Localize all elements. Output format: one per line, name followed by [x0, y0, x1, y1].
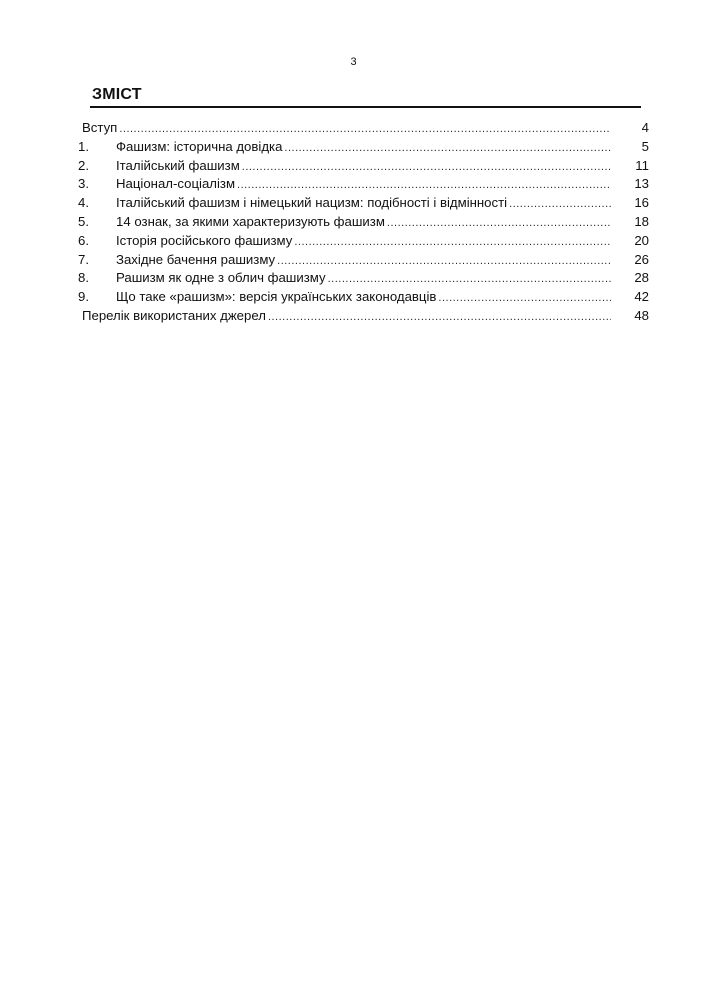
toc-entry-1[interactable] [76, 139, 651, 158]
toc-entry-number: 1. [78, 138, 89, 154]
toc-entry-label: Що таке «рашизм»: версія українських законодавців [116, 289, 437, 305]
title-rule [90, 106, 641, 108]
toc-entry-label: Італійський фашизм [116, 157, 240, 173]
toc-entry-page: 5 [641, 138, 649, 154]
toc-entry-5[interactable] [76, 214, 651, 233]
dot-leader [242, 161, 611, 173]
dot-leader [387, 217, 611, 229]
toc-entry-label: Рашизм як одне з облич фашизму [116, 270, 326, 286]
toc-entry-references[interactable] [76, 308, 651, 327]
dot-leader [268, 311, 611, 323]
toc-entry-label: Фашизм: історична довідка [116, 138, 283, 154]
toc-entry-number: 8. [78, 270, 89, 286]
toc-entry-page: 42 [634, 289, 649, 305]
toc-entry-label: 14 ознак, за якими характеризують фашизм [116, 213, 385, 229]
toc-entry-label: Західне бачення рашизму [116, 251, 276, 267]
toc-entry-number: 2. [78, 157, 89, 173]
toc-entry-page: 48 [634, 307, 649, 323]
toc-entry-page: 11 [635, 157, 649, 173]
dot-leader [509, 198, 611, 210]
toc-entry-page: 20 [634, 232, 649, 248]
toc-entry-6[interactable] [76, 233, 651, 252]
dot-leader [237, 179, 611, 191]
toc-entry-intro[interactable] [76, 120, 651, 139]
page-number: 3 [350, 56, 357, 68]
toc-entry-8[interactable] [76, 270, 651, 289]
toc-entry-number: 9. [78, 289, 89, 305]
toc-entry-9[interactable] [76, 289, 651, 308]
toc-entry-3[interactable] [76, 176, 651, 195]
toc-entry-page: 13 [634, 176, 649, 192]
toc-entry-4[interactable] [76, 195, 651, 214]
toc-entry-2[interactable] [76, 158, 651, 177]
dot-leader [328, 273, 611, 285]
toc-entry-page: 4 [641, 120, 649, 135]
toc-entry-number: 5. [78, 213, 89, 229]
toc-entry-7[interactable] [76, 252, 651, 271]
toc-entry-page: 26 [634, 251, 649, 267]
toc-entry-label: Італійський фашизм і німецький нацизм: подібності і відмінності [116, 195, 508, 211]
dot-leader [438, 292, 611, 304]
dot-leader [284, 142, 611, 154]
toc-entry-number: 6. [78, 232, 89, 248]
toc-entry-label: Націонал-соціалізм [116, 176, 236, 192]
toc-entry-label: Історія російського фашизму [116, 232, 293, 248]
toc-entry-page: 18 [634, 213, 649, 229]
toc-entry-label: Вступ [82, 120, 118, 135]
table-of-contents [76, 120, 651, 327]
toc-entry-page: 16 [634, 195, 649, 211]
dot-leader [119, 123, 611, 135]
toc-entry-label: Перелік використаних джерел [82, 307, 266, 323]
toc-entry-number: 3. [78, 176, 89, 192]
toc-entry-number: 4. [78, 195, 89, 211]
toc-title: ЗМІСТ [92, 86, 142, 103]
toc-entry-number: 7. [78, 251, 89, 267]
dot-leader [294, 236, 611, 248]
dot-leader [277, 255, 611, 267]
toc-entry-page: 28 [634, 270, 649, 286]
